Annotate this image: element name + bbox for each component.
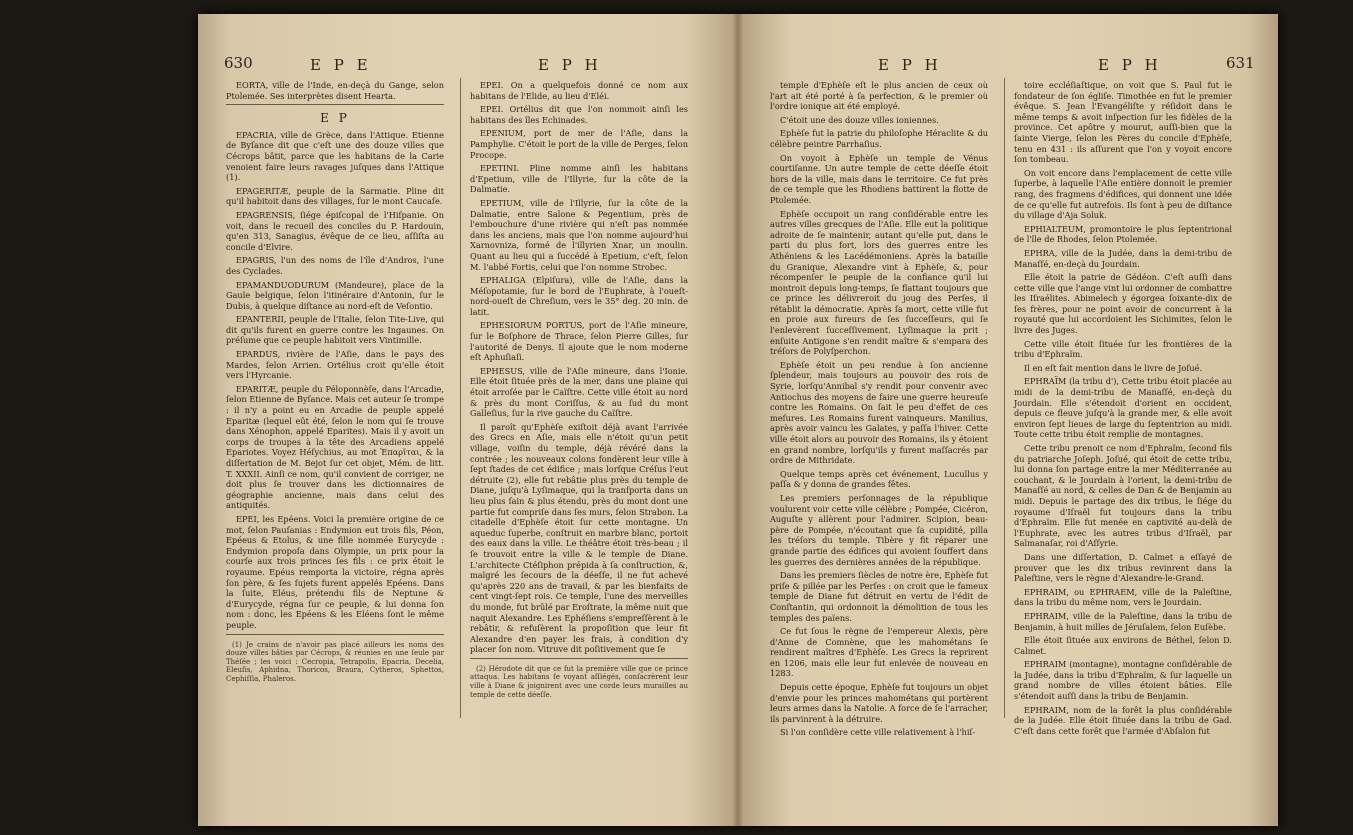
right-headword-right: E P H	[1098, 56, 1162, 74]
entry-epamanduodurum: EPAMANDUODURUM (Mandeure), place de la Gaule belgique, ſelon l'itinéraire d'Antonin, ſur le Dubis, à quelque diſtance au nord-eſt de Veſontio.	[226, 279, 444, 311]
ephra-gedeon: Elle étoit la patrie de Gédéon. C'eſt auſſi dans cette ville que l'ange vint lui ordonner de combattre les Iſraélites. Abimelech y égorgea ſoixante-dix de ſes frères, pour ne point avoir de concurrent à la royauté que lui accordoient les Sichimites, ſelon le livre des Juges.	[1014, 272, 1232, 336]
section-rule	[226, 104, 444, 105]
ephra-frontieres: Cette ville étoit ſituée ſur les frontières de la tribu d'Ephraïm.	[1014, 338, 1232, 360]
entry-ephraim-foret: EPHRAIM, nom de la forêt la plus conſidérable de la Judée. Elle étoit ſituée dans la tribu de Gad. C'eſt dans cette forêt que l'armée d'Abſalon fut	[1014, 704, 1232, 736]
ephraim-tribu-nom: Cette tribu prenoit ce nom d'Ephraïm, ſecond fils du patriarche Joſeph. Joſué, qui étoit de cette tribu, lui donna ſon partage entre la mer Méditerranée au couchant, & le Jourdain à l'orient, la demi-tribu de Manaſſé au nord, & celles de Dan & de Benjamin au midi. Depuis le partage des dix tribus, le ſiége du royaume d'Iſraël fut toujours dans la tribu d'Ephraïm. Elle fut menée en captivité au-delà de l'Euphrate, avec les autres tribus d'Iſraël, par Salmanaſar, roi d'Aſſyrie.	[1014, 443, 1232, 549]
entry-ephaliga: EPHALIGA (Elpiſura), ville de l'Aſie, dans la Méſopotamie, ſur le bord de l'Euphrate, à l'oueſt-nord-oueſt de Chreſium, vers le 35° deg. 20 min. de latit.	[470, 275, 688, 317]
entry-ephraim-tribu: EPHRAÏM (la tribu d'), Cette tribu étoit placée au midi de la demi-tribu de Manaſſé, en-deçà du Jourdain. Elle s'étendoit d'orient en occident, depuis ce fleuve juſqu'à la grande mer, & elle avoit environ ſept lieues de large du ſeptentrion au midi. Toute cette tribu étoit remplie de montagnes.	[1014, 376, 1232, 440]
ephesus-republique: Les premiers perſonnages de la république voulurent voir cette ville célèbre ; Pompée, Cicéron, Auguſte y allèrent pour l'admirer. Scipion, beau-père de Pompée, n'écoutant que ſa cupidité, pilla les tréſors du temple. Tibère y fit réparer une grande partie des édifices qui avoient ſouffert dans les guerres des dernières années de la république.	[770, 492, 988, 567]
right-page-number: 631	[1226, 54, 1255, 72]
entry-epanterii: EPANTERII, peuple de l'Italie, ſelon Tite-Live, qui dit qu'ils furent en guerre contre les Ingaunes. On préſume que ce peuple habitoit vers Vintimille.	[226, 314, 444, 346]
footnote-1: (1) Je crains de n'avoir pas placé ailleurs les noms des douze villes bâties par Cécrops, & réunies en une ſeule par Théſée ; les voici : Cecropia, Tetrapolis, Epacria, Decelia, Eleuſis, Aphidna, Thoricos, Braura, Cytheros, Sphettos, Cephiſſia, Phaleros.	[226, 640, 444, 683]
ephesus-histoire: Si l'on conſidère cette ville relativement à l'hiſ-	[780, 727, 976, 738]
ephesus-venus: On voyoit à Ephèſe un temple de Vénus courtiſanne. Un autre temple de cette déeſſe étoit hors de la ville, mais dans le territoire. Ce fut près de ce temple que les Rhodiens battirent la flotte de Ptolemée.	[770, 152, 988, 205]
entry-epei-elide: EPEI. On a quelquefois donné ce nom aux habitans de l'Elide, au lieu d'Eléi.	[470, 80, 688, 101]
right-headword-left: E P H	[878, 56, 942, 74]
ephesus-ionian: C'étoit une des douze villes ioniennes.	[780, 114, 939, 125]
entry-ephesus-history: Il paroît qu'Ephèſe exiſtoit déjà avant l'arrivée des Grecs en Aſie, mais elle n'étoit qu'un petit village, voiſin du temple, déjà révéré dans la contrée ; les nouveaux colons fondèrent leur ville à ſept ſtades de cet édifice ; mais lorſque Créſus l'eut détruite (2), elle fut rebâtie plus près du temple de Diane, juſqu'à Lyſimaque, qui la tranſporta dans un lieu plus ſain & plus étendu, près du mont dont une partie fut compriſe dans ſes murs, ſelon Strabon. La citadelle d'Ephèſe étoit ſur cette montagne. Un aqueduc ſuperbe, conſtruit en marbre blanc, portoit des eaux dans la ville. Le théâtre étoit très-beau ; il ſe trouvoit entre la ville & le temple de Diane. L'architecte Ctéſiphon prépida à ſa conſtruction, &, malgré les ſecours de la déeſſe, il ne fut achevé qu'après 220 ans de travail, & par les bienfaits de cent vingt-ſept rois. Ce temple, l'une des merveilles du monde, fut brûlé par Eroſtrate, la même nuit que naquit Alexandre. Les Ephéſiens s'empreſſèrent à le rebâtir, & refuſèrent la propoſition que leur fit Alexandre d'en payer les frais, à condition d'y placer ſon nom. Vitruve dit poſitivement que ſe	[470, 421, 688, 655]
left-headword-right: E P H	[538, 56, 602, 74]
entry-ephesus: EPHESUS, ville de l'Aſie mineure, dans l'Ionie. Elle étoit ſituée près de la mer, dans une plaine qui étoit arroſée par le Caïſtre. Cette ville étoit au nord & près du mont Coriſſus, & au ſud du mont Galleſius, ſur la rive gauche du Caïſtre.	[470, 365, 688, 419]
right-column-2	[1014, 80, 1232, 739]
entry-ephraim-montagne: EPHRAIM (montagne), montagne conſidérable de la Judée, dans la tribu d'Ephraïm, & ſur laquelle un grand nombre de villes étoient bâties. Elle s'étendoit auſſi dans la tribu de Benjamin.	[1014, 659, 1232, 702]
column-divider	[460, 78, 461, 718]
ephesus-lucullus: Quelque temps après cet événement, Lucullus y paſſa & y donna de grandes fêtes.	[770, 468, 988, 490]
entry-ephraim-benjamin: EPHRAIM, ville de la Paleſtine, dans la tribu de Benjamin, à huit milles de Jéruſalem, ſelon Euſèbe.	[1014, 610, 1232, 632]
entry-eorta: EORTA, ville de l'Inde, en-deçà du Gange, selon Ptolemée. Ses interprètes disent Hearta.	[226, 80, 444, 101]
entry-ephesiorum-portus: EPHESIORUM PORTUS, port de l'Aſie mineure, ſur le Boſphore de Thrace, ſelon Pierre Gilles, ſur l'autorité de Denys. Il ajoute que le nom moderne eſt Aphuſiaſi.	[470, 320, 688, 363]
ephesus-rank: Ephèſe occupoit un rang conſidérable entre les autres villes grecques de l'Aſie. Elle eut la politique adroite de ſe maintenir, autant qu'elle put, dans le parti du plus fort, lors des guerres entre les Athéniens & les Lacédémoniens. Après la bataille du Granique, Alexandre vint à Ephèſe, &, pour récompenſer le peuple de la confiance qu'il lui montroit depuis long-temps, ſe flattant toujours que ce prince les délivreroit du joug des Perſes, il rétablit la démocratie. Après ſa mort, cette ville fut en proie aux fureurs de ſes ſucceſſeurs, qui ſe l'enlevèrent ſucceſſivement. Lyſimaque la prit ; enſuite Antigone s'en rendit maître & s'empara des tréſors de Polyſperchon.	[770, 208, 988, 357]
entry-ephialteum: EPHIALTEUM, promontoire le plus ſeptentrional de l'île de Rhodes, ſelon Ptolemée.	[1014, 223, 1232, 245]
entry-epei-origin: EPEI, les Epéens. Voici la première origine de ce mot, ſelon Pauſanias : Endymion eut trois fils, Péon, Epéeus & Etolus, & une fille nommée Eurycyde : Endymion propoſa dans Olympie, un prix pour la courſe aux trois princes ſes fils : ce prix étoit le royaume. Epéus remporta la victoire, régna après ſon père, & ſes ſujets furent appelés Epéens. Dans la ſuite, Eléus, prétendu fils de Neptune & d'Eurycyde, régna ſur ce peuple, & lui donna ſon nom : donc, les Epéens & les Eléens ſont le même peuple.	[226, 513, 444, 630]
entry-epetium: EPETIUM, ville de l'Illyrie, ſur la côte de la Dalmatie, entre Salone & Pegentium, près de l'embouchure d'une rivière qui n'eſt pas nommée dans les anciens, mais que l'on nomme aujourd'hui Xarnovniza, formé de l'illyrien Xnar, un moulin. Quant au lieu qui a ſuccédé à Epetium, c'eſt, ſelon M. l'abbé Fortis, celui que l'on nomme Strobec.	[470, 197, 688, 272]
entry-epenium: EPENIUM, port de mer de l'Aſie, dans la Pamphylie. C'étoit le port de la ville de Perges, ſelon Procope.	[470, 128, 688, 160]
left-page	[198, 14, 738, 826]
section-heading-ep: E P	[320, 111, 350, 126]
ephesus-splendeur: Ephèſe étoit un peu rendue à ſon ancienne ſplendeur, mais toujours au pouvoir des rois de Syrie, lorſqu'Annibal s'y rendit pour convenir avec Antiochus des moyens de faire une guerre heureuſe contre les Romains. On ſait le peu d'effet de ces meſures. Les Romains furent vainqueurs. Manilius, après avoir vaincu les Galates, y paſſa l'hiver. Cette ville étoit alors au pouvoir des Romains, ils y étoient en grand nombre, lorſqu'ils y furent maſſacrés par ordre de Mithridate.	[770, 359, 988, 466]
entry-eparitae: EPARITÆ, peuple du Péloponnèſe, dans l'Arcadie, ſelon Etienne de Byſance. Mais cet auteur ſe trompe : il n'y a point eu en Arcadie de peuple appelé Eparitæ (lequel eût été, ſelon le nom qui ſe trouve dans Xénophon, appelé Eparites). Mais il y avoit un corps de troupes à la tête des Arcadiens appelé Epariotes. Voyez Héſychius, au mot Ἐπαρῖται, & la diſſertation de M. Bejot ſur cet objet, Mém. de litt. T. XXXII. Ainſi ce nom, qu'il convient de corriger, ne doit plus ſe trouver dans les dictionnaires de géographie ancienne, mais dans celui des antiquités.	[226, 383, 444, 511]
entry-ephraim-ville: EPHRAIM, ou EPHRAEM, ville de la Paleſtine, dans la tribu du même nom, vers le Jourdain.	[1014, 586, 1232, 608]
right-page	[738, 14, 1278, 826]
column-divider	[1004, 78, 1005, 718]
ephesus-perses: Dans les premiers ſiècles de notre ère, Ephèſe fut priſe & pillée par les Perſes : on croit que le fameux temple de Diane fut détruit en vertu de l'édit de Conſtantin, qui ordonnoit la démolition de tous les temples des païens.	[770, 570, 988, 623]
left-headword-left: E P E	[310, 56, 372, 74]
left-column-2	[470, 80, 688, 699]
ephesus-ecclesiastique: toire eccléſiaſtique, on voit que S. Paul fut le fondateur de ſon égliſe. Timothée en fut le premier évêque. S. Jean l'Evangéliſte y réſidoit dans le même temps & avoit inſpection ſur les fidèles de la province. Cet apôtre y mourut, auſſi-bien que la ſainte Vierge, ſelon les Pères du concile d'Ephèſe, tenu en 431 : ils aſſurent que l'on y voyoit encore ſon tombeau.	[1014, 80, 1232, 165]
ephraim-bethel: Elle étoit ſituée aux environs de Béthel, ſelon D. Calmet.	[1014, 635, 1232, 656]
ephra-josue: Il en eſt fait mention dans le livre de Joſué.	[1024, 362, 1203, 373]
entry-epacria: EPACRIA, ville de Grèce, dans l'Attique. Etienne de Byſance dit que c'eſt une des douze villes que Cécrops bâtit, parce que les habitans de la Carie venoient faire leurs ravages juſques dans l'Attique (1).	[226, 129, 444, 183]
entry-epageritae: EPAGERITÆ, peuple de la Sarmatie. Pline dit qu'il habitoit dans des villages, ſur le mont Caucaſe.	[226, 185, 444, 207]
entry-epagrensis: EPAGRENSIS, ſiége épiſcopal de l'Hiſpanie. On voit, dans le recueil des conciles du P. Hardouin, qu'en 313, Sanagius, évêque de ce lieu, aſſiſta au concile d'Elvire.	[226, 209, 444, 252]
ephesus-natolie: Depuis cette époque, Ephèſe fut toujours un objet d'envie pour les princes mahométans qui portèrent leurs armes dans la Natolie. A force de ſe l'arracher, ils parvinrent à la détruire.	[770, 682, 988, 724]
ephesus-alexis: Ce fut ſous le règne de l'empereur Alexis, père d'Anne de Comnène, que les mahométans ſe rendirent maîtres d'Ephèſe. Les Grecs la reprirent en 1206, mais elle leur fut enlevée de nouveau en 1283.	[770, 626, 988, 679]
entry-epagris: EPAGRIS, l'un des noms de l'île d'Andros, l'une des Cyclades.	[226, 255, 444, 276]
entry-epardus: EPARDUS, rivière de l'Aſie, dans le pays des Mardes, ſelon Arrien. Ortélius croit qu'elle étoit vers l'Hyrcanie.	[226, 349, 444, 381]
entry-epei-echinades: EPEI. Ortélius dit que l'on nommoit ainſi les habitans des îles Echinades.	[470, 104, 688, 125]
ephesus-fragmens: On voit encore dans l'emplacement de cette ville ſuperbe, à laquelle l'Aſie entière donnoit le premier rang, des fragmens d'édifices, qui donnent une idée de ce qu'elle fut autrefois. Ils ſont à peu de diſtance du village d'Aja Soluk.	[1014, 167, 1232, 221]
footnote-rule	[226, 634, 444, 635]
ephesus-heraclite: Ephèſe fut la patrie du philoſophe Héraclite & du célèbre peintre Parrhaſius.	[770, 128, 988, 149]
entry-epetini: EPETINI. Pline nomme ainſi les habitans d'Epetium, ville de l'Illyrie, ſur la côte de la Dalmatie.	[470, 163, 688, 195]
entry-ephra: EPHRA, ville de la Judée, dans la demi-tribu de Manaſſé, en-deçà du Jourdain.	[1014, 247, 1232, 269]
footnote-2: (2) Hérodote dit que ce fut la première ville que ce prince attaqua. Les habitans ſe voyant aſſiégés, conſacrèrent leur ville à Diane & joignirent avec une corde leurs murailles au temple de cette déeſſe.	[470, 664, 688, 699]
footnote-rule	[470, 658, 688, 659]
left-page-number: 630	[224, 54, 253, 72]
left-column-1	[226, 80, 444, 683]
right-column-1	[770, 80, 988, 741]
ephesus-temple: temple d'Ephèſe eſt le plus ancien de ceux où l'art ait été porté à ſa perfection, & le premier où l'ordre ionique ait été employé.	[770, 80, 988, 112]
ephraim-calmet: Dans une diſſertation, D. Calmet a eſſayé de prouver que les dix tribus revinrent dans la Paleſtine, vers le règne d'Alexandre-le-Grand.	[1014, 551, 1232, 584]
book-spread	[198, 14, 1278, 826]
